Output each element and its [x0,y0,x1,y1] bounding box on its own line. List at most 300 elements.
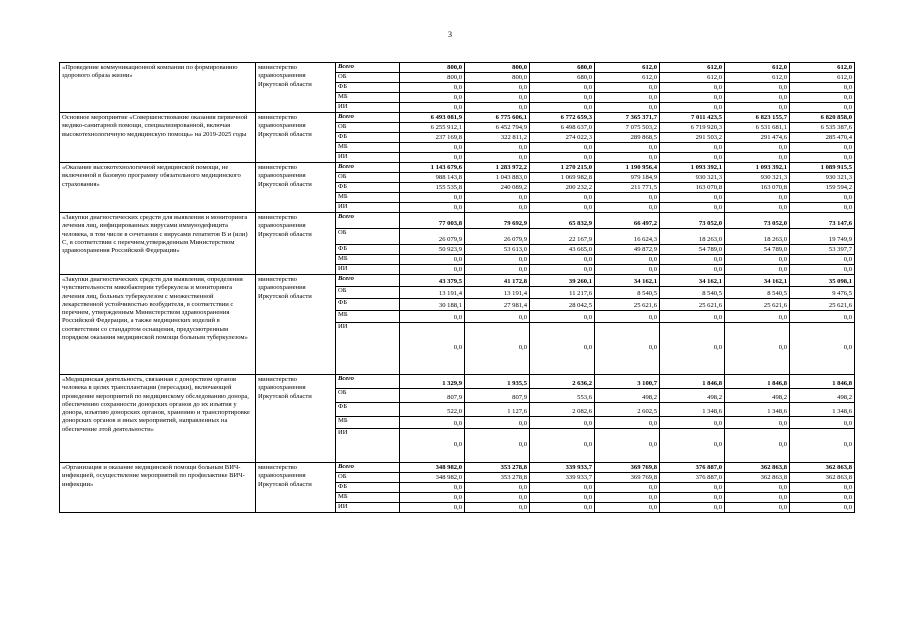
amount-cell: 8 540,5 [595,287,660,299]
amount-cell: 612,0 [595,63,660,73]
funding-source: Всего [336,113,400,123]
amount-cell: 289 868,5 [595,133,660,143]
amount-cell: 0,0 [660,417,725,429]
amount-cell: 1 089 915,5 [790,163,855,173]
amount-cell: 0,0 [790,323,855,375]
executor-name: министерство здравоохранения Иркутской области [256,113,336,163]
table-row [60,63,855,73]
amount-cell: 0,0 [465,143,530,153]
amount-cell: 800,0 [465,73,530,83]
funding-source: ИИ [336,153,400,163]
table-row [60,113,855,123]
funding-source: Всего [336,463,400,473]
funding-source: ОБ [336,389,400,403]
amount-cell: 0,0 [790,417,855,429]
amount-cell: 0,0 [465,83,530,93]
amount-cell: 0,0 [465,503,530,513]
amount-cell: 1 270 215,0 [530,163,595,173]
budget-table [59,62,855,513]
amount-cell: 0,0 [725,429,790,463]
amount-cell: 13 191,4 [400,287,465,299]
amount-cell: 1 348,6 [660,403,725,417]
amount-cell: 612,0 [790,73,855,83]
amount-cell: 30 188,1 [400,299,465,311]
amount-cell: 34 162,1 [660,275,725,287]
amount-cell: 0,0 [530,153,595,163]
amount-cell: 0,0 [530,265,595,275]
amount-cell: 41 172,8 [465,275,530,287]
table-row [60,275,855,287]
funding-source: МБ [336,417,400,429]
amount-cell: 0,0 [465,103,530,113]
amount-cell: 274 022,3 [530,133,595,143]
funding-source: Всего [336,163,400,173]
amount-cell: 0,0 [530,103,595,113]
amount-cell: 34 162,1 [595,275,660,287]
amount-cell: 0,0 [790,83,855,93]
activity-name: «Организация и оказание медицинской помощи больным ВИЧ-инфекцией, осуществление мероприятий по профилактике ВИЧ-инфекции» [60,463,256,513]
funding-source: ФБ [336,483,400,493]
amount-cell: 159 594,2 [790,183,855,193]
amount-cell: 0,0 [400,323,465,375]
amount-cell: 0,0 [595,193,660,203]
funding-source: Всего [336,375,400,389]
table-row [60,463,855,473]
amount-cell: 0,0 [400,503,465,513]
amount-cell: 34 162,1 [725,275,790,287]
amount-cell: 0,0 [465,265,530,275]
amount-cell: 0,0 [595,255,660,265]
amount-cell: 22 167,9 [530,229,595,245]
amount-cell: 50 923,9 [400,245,465,255]
amount-cell: 0,0 [530,193,595,203]
amount-cell: 43 665,0 [530,245,595,255]
amount-cell: 26 079,9 [465,229,530,245]
amount-cell: 930 321,3 [790,173,855,183]
funding-source: ОБ [336,229,400,245]
amount-cell: 66 497,2 [595,213,660,229]
amount-cell: 0,0 [790,255,855,265]
amount-cell: 0,0 [660,93,725,103]
amount-cell: 0,0 [465,323,530,375]
amount-cell: 19 749,9 [790,229,855,245]
funding-source: ФБ [336,299,400,311]
funding-source: Всего [336,275,400,287]
amount-cell: 988 143,8 [400,173,465,183]
amount-cell: 612,0 [660,73,725,83]
amount-cell: 6 531 681,1 [725,123,790,133]
executor-name: министерство здравоохранения Иркутской области [256,463,336,513]
amount-cell: 0,0 [725,103,790,113]
amount-cell: 6 820 858,0 [790,113,855,123]
amount-cell: 1 348,6 [790,403,855,417]
funding-source: МБ [336,255,400,265]
funding-source: ИИ [336,265,400,275]
amount-cell: 0,0 [400,143,465,153]
funding-source: ФБ [336,133,400,143]
amount-cell: 0,0 [790,193,855,203]
amount-cell: 7 011 423,5 [660,113,725,123]
amount-cell: 0,0 [530,493,595,503]
amount-cell: 0,0 [400,203,465,213]
amount-cell: 73 147,6 [790,213,855,229]
amount-cell: 79 692,9 [465,213,530,229]
activity-name: Основное мероприятие «Совершенствование оказания первичной медико-санитарной помощи, специализированной, включая высокотехнологичную медицинскую помощь» на 2019-2025 годы [60,113,256,163]
amount-cell: 0,0 [660,323,725,375]
amount-cell: 979 184,9 [595,173,660,183]
funding-source: ИИ [336,103,400,113]
amount-cell: 0,0 [595,83,660,93]
amount-cell: 0,0 [595,323,660,375]
amount-cell: 0,0 [530,323,595,375]
amount-cell: 0,0 [465,429,530,463]
amount-cell: 0,0 [595,429,660,463]
amount-cell: 13 191,4 [465,287,530,299]
amount-cell: 1 846,8 [660,375,725,389]
amount-cell: 0,0 [790,265,855,275]
amount-cell: 0,0 [465,193,530,203]
amount-cell: 237 169,8 [400,133,465,143]
activity-name: «Проведение коммуникационной компании по формированию здорового образа жизни» [60,63,256,113]
amount-cell: 0,0 [400,93,465,103]
amount-cell: 0,0 [595,93,660,103]
executor-name: министерство здравоохранения Иркутской области [256,63,336,113]
amount-cell: 1 143 679,6 [400,163,465,173]
amount-cell: 376 887,0 [660,463,725,473]
amount-cell: 53 397,7 [790,245,855,255]
amount-cell: 1 093 392,1 [660,163,725,173]
amount-cell: 1 935,5 [465,375,530,389]
amount-cell: 0,0 [725,265,790,275]
amount-cell: 7 075 503,2 [595,123,660,133]
amount-cell: 6 772 659,3 [530,113,595,123]
funding-source: МБ [336,193,400,203]
amount-cell: 369 769,8 [595,463,660,473]
amount-cell: 27 981,4 [465,299,530,311]
amount-cell: 0,0 [790,143,855,153]
amount-cell: 498,2 [660,389,725,403]
amount-cell: 0,0 [400,103,465,113]
amount-cell: 612,0 [725,73,790,83]
funding-source: ОБ [336,287,400,299]
amount-cell: 0,0 [790,483,855,493]
amount-cell: 285 470,4 [790,133,855,143]
activity-name: «Закупки диагностических средств для выявления и мониторинга лечения лиц, инфицированных вирусами иммунодефицита человека, в том числе в сочетании с вирусами гепатитов В и (или) С, в соответствии с перечнем,утвержденным Министерством здравоохранения Российской Федерации» [60,213,256,275]
funding-source: ОБ [336,73,400,83]
amount-cell: 498,2 [595,389,660,403]
amount-cell: 6 535 387,6 [790,123,855,133]
amount-cell: 0,0 [725,483,790,493]
amount-cell: 6 719 920,3 [660,123,725,133]
amount-cell: 0,0 [725,255,790,265]
amount-cell: 0,0 [790,311,855,323]
amount-cell: 800,0 [465,63,530,73]
amount-cell: 0,0 [400,429,465,463]
executor-name: министерство здравоохранения Иркутской области [256,213,336,275]
amount-cell: 26 079,9 [400,229,465,245]
amount-cell: 0,0 [465,417,530,429]
table-row [60,213,855,229]
amount-cell: 0,0 [725,143,790,153]
amount-cell: 0,0 [595,493,660,503]
amount-cell: 1 846,8 [790,375,855,389]
amount-cell: 6 775 606,1 [465,113,530,123]
amount-cell: 0,0 [400,483,465,493]
amount-cell: 0,0 [790,503,855,513]
amount-cell: 339 933,7 [530,463,595,473]
funding-source: ФБ [336,183,400,193]
amount-cell: 1 846,8 [725,375,790,389]
amount-cell: 353 278,8 [465,463,530,473]
amount-cell: 25 621,6 [660,299,725,311]
amount-cell: 0,0 [530,83,595,93]
amount-cell: 200 232,2 [530,183,595,193]
funding-source: МБ [336,143,400,153]
amount-cell: 930 321,3 [725,173,790,183]
amount-cell: 8 540,5 [725,287,790,299]
amount-cell: 6 498 637,0 [530,123,595,133]
amount-cell: 163 070,8 [660,183,725,193]
amount-cell: 0,0 [595,311,660,323]
amount-cell: 0,0 [790,429,855,463]
amount-cell: 6 823 155,7 [725,113,790,123]
amount-cell: 0,0 [660,255,725,265]
amount-cell: 522,0 [400,403,465,417]
amount-cell: 9 476,5 [790,287,855,299]
amount-cell: 73 052,0 [660,213,725,229]
amount-cell: 612,0 [790,63,855,73]
amount-cell: 0,0 [465,93,530,103]
funding-source: Всего [336,213,400,229]
amount-cell: 322 811,2 [465,133,530,143]
amount-cell: 25 621,6 [725,299,790,311]
funding-source: МБ [336,93,400,103]
funding-source: МБ [336,493,400,503]
amount-cell: 0,0 [725,311,790,323]
funding-source: ОБ [336,173,400,183]
amount-cell: 0,0 [595,203,660,213]
funding-source: ФБ [336,245,400,255]
amount-cell: 362 863,8 [790,473,855,483]
amount-cell: 39 260,1 [530,275,595,287]
amount-cell: 0,0 [595,143,660,153]
amount-cell: 680,0 [530,73,595,83]
amount-cell: 612,0 [725,63,790,73]
amount-cell: 0,0 [725,323,790,375]
amount-cell: 53 613,0 [465,245,530,255]
amount-cell: 49 872,9 [595,245,660,255]
amount-cell: 25 621,6 [790,299,855,311]
amount-cell: 0,0 [725,203,790,213]
amount-cell: 0,0 [660,311,725,323]
amount-cell: 28 042,5 [530,299,595,311]
amount-cell: 362 863,8 [725,473,790,483]
amount-cell: 0,0 [595,503,660,513]
amount-cell: 0,0 [465,311,530,323]
amount-cell: 0,0 [660,103,725,113]
amount-cell: 339 933,7 [530,473,595,483]
amount-cell: 16 624,3 [595,229,660,245]
amount-cell: 807,9 [400,389,465,403]
amount-cell: 2 602,5 [595,403,660,417]
amount-cell: 0,0 [660,193,725,203]
amount-cell: 0,0 [790,493,855,503]
amount-cell: 1 329,9 [400,375,465,389]
funding-source: ОБ [336,473,400,483]
amount-cell: 11 217,6 [530,287,595,299]
funding-source: ОБ [336,123,400,133]
amount-cell: 0,0 [400,83,465,93]
amount-cell: 0,0 [400,417,465,429]
funding-source: ИИ [336,323,400,375]
amount-cell: 0,0 [465,153,530,163]
amount-cell: 6 493 081,9 [400,113,465,123]
amount-cell: 0,0 [595,153,660,163]
amount-cell: 7 365 371,7 [595,113,660,123]
amount-cell: 0,0 [530,255,595,265]
amount-cell: 0,0 [465,493,530,503]
amount-cell: 0,0 [790,203,855,213]
amount-cell: 0,0 [400,153,465,163]
table-row [60,163,855,173]
amount-cell: 54 789,0 [660,245,725,255]
amount-cell: 0,0 [725,83,790,93]
amount-cell: 65 832,9 [530,213,595,229]
table-row [60,375,855,389]
executor-name: министерство здравоохранения Иркутской области [256,375,336,463]
amount-cell: 0,0 [660,429,725,463]
amount-cell: 1 127,6 [465,403,530,417]
amount-cell: 8 540,5 [660,287,725,299]
amount-cell: 0,0 [725,493,790,503]
amount-cell: 25 621,6 [595,299,660,311]
activity-name: «Закупки диагностических средств для выявления, определения чувствительности микобактерии туберкулеза и мониторинга лечения лиц, больных туберкулезом с множественной лекарственной устойчивостью возбудителя, в соответствии с перечнем, утвержденным Министерством здравоохранения Российской Федерации, а также медицинских изделий в соответствии со стандартом оснащения, предусмотренным порядком оказания медицинской помощи больным туберкулезом» [60,275,256,375]
amount-cell: 0,0 [530,429,595,463]
amount-cell: 1 069 982,8 [530,173,595,183]
amount-cell: 362 863,8 [725,463,790,473]
amount-cell: 291 503,2 [660,133,725,143]
amount-cell: 6 255 912,1 [400,123,465,133]
amount-cell: 0,0 [400,493,465,503]
amount-cell: 6 452 794,9 [465,123,530,133]
amount-cell: 211 771,5 [595,183,660,193]
amount-cell: 43 379,5 [400,275,465,287]
amount-cell: 54 789,0 [725,245,790,255]
amount-cell: 498,2 [790,389,855,403]
amount-cell: 612,0 [660,63,725,73]
amount-cell: 0,0 [725,93,790,103]
amount-cell: 0,0 [530,503,595,513]
amount-cell: 0,0 [595,265,660,275]
amount-cell: 0,0 [725,153,790,163]
executor-name: министерство здравоохранения Иркутской области [256,275,336,375]
activity-name: «Оказание высокотехнологичной медицинской помощи, не включенной в базовую программу обязательного медицинского страхования» [60,163,256,213]
amount-cell: 291 474,6 [725,133,790,143]
amount-cell: 0,0 [725,503,790,513]
amount-cell: 1 283 972,2 [465,163,530,173]
amount-cell: 680,0 [530,63,595,73]
amount-cell: 553,6 [530,389,595,403]
amount-cell: 498,2 [725,389,790,403]
amount-cell: 35 098,1 [790,275,855,287]
amount-cell: 0,0 [725,417,790,429]
amount-cell: 0,0 [660,265,725,275]
amount-cell: 0,0 [465,203,530,213]
amount-cell: 163 070,8 [725,183,790,193]
executor-name: министерство здравоохранения Иркутской области [256,163,336,213]
amount-cell: 0,0 [530,93,595,103]
amount-cell: 800,0 [400,63,465,73]
amount-cell: 0,0 [660,503,725,513]
amount-cell: 0,0 [790,93,855,103]
amount-cell: 930 321,3 [660,173,725,183]
amount-cell: 612,0 [595,73,660,83]
amount-cell: 0,0 [465,483,530,493]
amount-cell: 1 348,6 [725,403,790,417]
amount-cell: 353 278,8 [465,473,530,483]
amount-cell: 0,0 [400,311,465,323]
amount-cell: 0,0 [595,103,660,113]
activity-name: «Медицинская деятельность, связанная с донорством органов человека в целях трансплантации (пересадки), включающей проведение мероприятий по медицинскому обследованию донора, обеспечению сохранности донорских органов до их изъятия у донора, изъятию донорских органов, хранению и транспортировке донорских органов и иных мероприятий, направленных на обеспечение этой деятельности» [60,375,256,463]
amount-cell: 362 863,8 [790,463,855,473]
page-number: 3 [448,30,452,39]
amount-cell: 0,0 [790,153,855,163]
funding-source: Всего [336,63,400,73]
amount-cell: 0,0 [660,493,725,503]
amount-cell: 73 052,0 [725,213,790,229]
amount-cell: 0,0 [530,311,595,323]
amount-cell: 348 982,0 [400,473,465,483]
amount-cell: 0,0 [790,103,855,113]
amount-cell: 369 769,8 [595,473,660,483]
amount-cell: 0,0 [530,417,595,429]
amount-cell: 77 003,8 [400,213,465,229]
amount-cell: 1 190 956,4 [595,163,660,173]
amount-cell: 0,0 [595,483,660,493]
amount-cell: 0,0 [465,255,530,265]
amount-cell: 807,9 [465,389,530,403]
amount-cell: 1 043 883,0 [465,173,530,183]
amount-cell: 1 093 392,1 [725,163,790,173]
amount-cell: 0,0 [400,265,465,275]
amount-cell: 2 082,6 [530,403,595,417]
amount-cell: 0,0 [400,193,465,203]
amount-cell: 240 089,2 [465,183,530,193]
amount-cell: 0,0 [595,417,660,429]
amount-cell: 800,0 [400,73,465,83]
amount-cell: 376 887,0 [660,473,725,483]
amount-cell: 0,0 [400,255,465,265]
funding-source: ИИ [336,203,400,213]
amount-cell: 18 263,0 [660,229,725,245]
amount-cell: 3 100,7 [595,375,660,389]
amount-cell: 348 982,0 [400,463,465,473]
amount-cell: 155 535,8 [400,183,465,193]
amount-cell: 0,0 [530,203,595,213]
funding-source: ФБ [336,83,400,93]
funding-source: МБ [336,311,400,323]
funding-source: ИИ [336,503,400,513]
funding-source: ФБ [336,403,400,417]
amount-cell: 0,0 [660,143,725,153]
amount-cell: 2 636,2 [530,375,595,389]
amount-cell: 0,0 [660,153,725,163]
amount-cell: 18 263,0 [725,229,790,245]
amount-cell: 0,0 [530,483,595,493]
amount-cell: 0,0 [660,483,725,493]
amount-cell: 0,0 [660,83,725,93]
amount-cell: 0,0 [725,193,790,203]
